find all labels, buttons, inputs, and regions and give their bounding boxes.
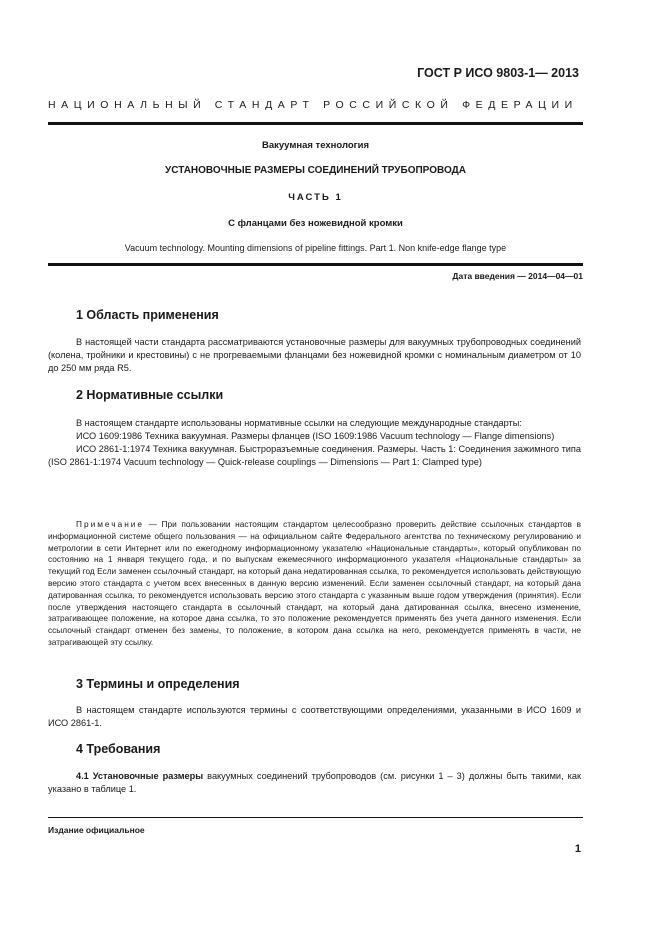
- title-rule: [48, 263, 583, 266]
- footer-rule: [48, 817, 583, 818]
- section-2-intro: В настоящем стандарте использованы нормативные ссылки на следующие международные стандарты:: [76, 418, 522, 428]
- reference-iso-1609: ИСО 1609:1986 Техника вакуумная. Размеры фланцев (ISO 1609:1986 Vacuum technology — Flange dimensions): [76, 431, 555, 441]
- section-1-text: В настоящей части стандарта рассматриваются установочные размеры для вакуумных трубопроводных соединений (колена, тройники и крестовины) с не прогреваемыми фланцами без ножевидной кромки с номинальным диаметром от 10 до 250 мм ряда R5.: [48, 337, 581, 373]
- official-edition-label: Издание официальное: [48, 825, 145, 835]
- standard-number: ГОСТ Р ИСО 9803-1— 2013: [417, 66, 579, 80]
- section-2-body: [48, 417, 581, 469]
- field-title: Вакуумная технология: [261, 140, 370, 151]
- part-title: ЧАСТЬ 1: [288, 192, 343, 203]
- introduction-date: Дата введения — 2014—04—01: [452, 271, 583, 281]
- section-4-1-paragraph: [48, 770, 581, 796]
- note-paragraph: [48, 519, 581, 649]
- section-2-heading: 2 Нормативные ссылки: [76, 388, 224, 402]
- section-1-heading: 1 Область применения: [76, 308, 219, 322]
- section-4-body: [48, 770, 581, 796]
- page-number: 1: [574, 843, 581, 855]
- reference-iso-2861: ИСО 2861-1:1974 Техника вакуумная. Быстроразъемные соединения. Размеры. Часть 1: Соединения зажимного типа (ISO 2861-1:1974 Vacuum technology — Quick-release couplings — Dimensions — Part 1: Clamped type): [48, 444, 581, 467]
- section-4-1-text: вакуумных соединений трубопроводов (см. рисунки 1 – 3) должны быть такими, как указано в таблице 1.: [48, 771, 581, 794]
- section-3-body: [48, 704, 581, 730]
- section-3-text: В настоящем стандарте используются термины с соответствующими определениями, указанными в ИСО 1609 и ИСО 2861-1.: [48, 705, 581, 728]
- english-title: Vacuum technology. Mounting dimensions of pipeline fittings. Part 1. Non knife-edge flange type: [124, 243, 507, 253]
- subtitle: С фланцами без ножевидной кромки: [228, 218, 403, 229]
- section-1-body: [48, 336, 581, 375]
- national-standard-banner: НАЦИОНАЛЬНЫЙ СТАНДАРТ РОССИЙСКОЙ ФЕДЕРАЦИИ: [48, 99, 578, 111]
- note-text: — При пользовании настоящим стандартом целесообразно проверить действие ссылочных стандартов в информационной системе общего пользования — на официальном сайте Федерального агентства по техническому регулированию и метрологии в сети Интернет или по ежегодному информационному указателю «Национальные стандарты», который опубликован по состоянию на 1 января текущего года, и по выпускам ежемесячного информационного указателя «Национальные стандарты» за текущий год Если заменен ссылочный стандарт, на который дана недатированная ссылка, то рекомендуется использовать действующую версию этого стандарта с учетом всех внесенных в данную версию изменений. Если заменен ссылочный стандарт, на который дана датированная ссылка, то рекомендуется использовать версию этого стандарта с указанным выше годом утверждения (принятия). Если после утверждения настоящего стандарта в ссылочный стандарт, на который дана датированная ссылка, внесено изменение, затрагивающее положение, на которое дана ссылка, то это положение рекомендуется применять без учета данного изменения. Если ссылочный стандарт отменен без замены, то положение, в котором дана ссылка на него, рекомендуется применять в части, не затрагивающей эту ссылку.: [48, 519, 581, 647]
- note-label: Примечание: [76, 519, 145, 529]
- section-3-heading: 3 Термины и определения: [76, 677, 240, 691]
- header-rule: [48, 122, 583, 125]
- section-4-1-label: 4.1 Установочные размеры: [76, 771, 204, 781]
- note-block: [48, 519, 581, 649]
- section-4-heading: 4 Требования: [76, 742, 161, 756]
- main-title: УСТАНОВОЧНЫЕ РАЗМЕРЫ СОЕДИНЕНИЙ ТРУБОПРОВОДА: [165, 165, 466, 176]
